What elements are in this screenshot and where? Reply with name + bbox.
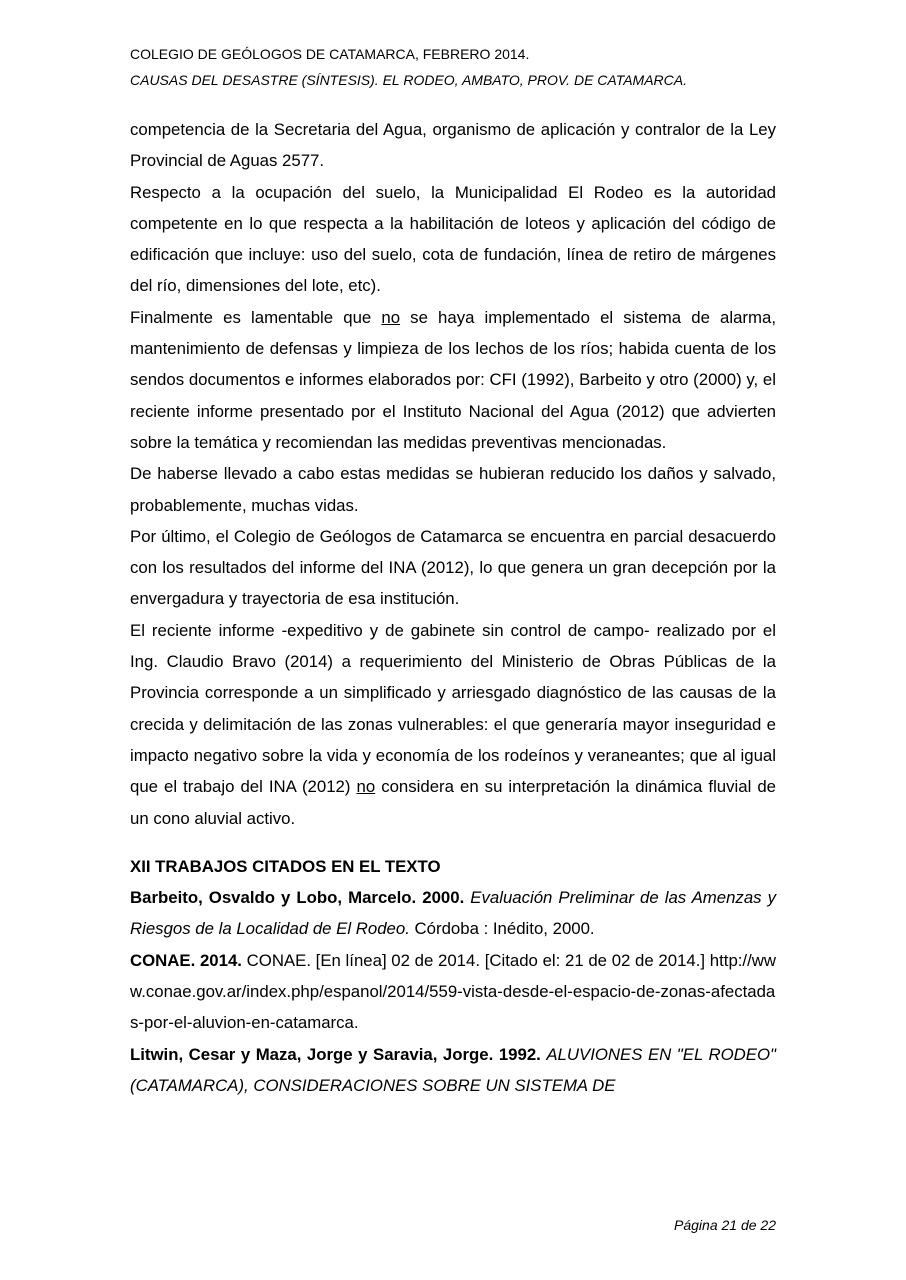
reference-entry [130,1039,776,1102]
underlined-emphasis: no [356,777,376,797]
section-heading: XII TRABAJOS CITADOS EN EL TEXTO [130,856,441,876]
paragraph [130,302,776,458]
header-organization: COLEGIO DE GEÓLOGOS DE CATAMARCA, FEBRERO 2014. [130,46,530,62]
paragraph: De haberse llevado a cabo estas medidas se hubieran reducido los daños y salvado, probablemente, muchas vidas. [130,464,776,515]
reference-authors: Litwin, Cesar y Maza, Jorge y Saravia, Jorge. 1992. [130,1044,541,1064]
text-run: El reciente informe -expeditivo y de gabinete sin control de campo- realizado por el Ing. Claudio Bravo (2014) a requerimiento del Ministerio de Obras Públicas de la Provincia corresponde a un simplificado y arriesgado diagnóstico de las causas de la crecida y delimitación de las zonas vulnerables: el que generaría mayor inseguridad e impacto negativo sobre la vida y economía de los rodeínos y veraneantes; que al igual que el trabajo del INA (2012) [130,620,776,797]
text-run: se haya implementado el sistema de alarma, mantenimiento de defensas y limpieza de los lechos de los ríos; habida cuenta de los sendos documentos e informes elaborados por: CFI (1992), Barbeito y otro (2000) y, el reciente informe presentado por el Instituto Nacional del Agua (2012) que advierten sobre la temática y recomiendan las medidas preventivas mencionadas. [130,307,776,452]
page-number: Página 21 de 22 [674,1217,776,1233]
reference-title: Evaluación Preliminar de las Amenzas y Riesgos de la Localidad de El Rodeo. [130,888,776,939]
paragraph [130,615,776,834]
paragraph: competencia de la Secretaria del Agua, organismo de aplicación y contralor de la Ley Provincial de Aguas 2577. [130,120,776,171]
text-run: considera en su interpretación la dinámica fluvial de un cono aluvial activo. [130,777,777,828]
reference-entry [130,945,776,1039]
document-page [130,0,776,1280]
underlined-emphasis: no [381,307,401,327]
reference-details: CONAE. [En línea] 02 de 2014. [Citado el: 21 de 02 de 2014.] [241,950,706,970]
reference-details: Córdoba : Inédito, 2000. [409,919,595,939]
document-body [130,114,776,1101]
paragraph: Respecto a la ocupación del suelo, la Municipalidad El Rodeo es la autoridad competente en lo que respecta a la habilitación de loteos y aplicación del código de edificación que incluye: uso del suelo, cota de fundación, línea de retiro de márgenes del río, dimensiones del lote, etc). [130,182,776,296]
text-run: Finalmente es lamentable que [130,307,382,327]
reference-entry [130,882,776,945]
reference-authors: CONAE. 2014. [130,950,242,970]
reference-title: ALUVIONES EN "EL RODEO" (CATAMARCA), CONSIDERACIONES SOBRE UN SISTEMA DE [130,1044,776,1095]
page-header [130,41,776,93]
reference-authors: Barbeito, Osvaldo y Lobo, Marcelo. 2000. [130,888,465,908]
reference-url: http://www.conae.gov.ar/index.php/espanol/2014/559-vista-desde-el-espacio-de-zonas-afectadas-por-el-aluvion-en-catamarca. [130,950,776,1033]
header-document-title: CAUSAS DEL DESASTRE (SÍNTESIS). EL RODEO, AMBATO, PROV. DE CATAMARCA. [130,72,688,88]
paragraph: Por último, el Colegio de Geólogos de Catamarca se encuentra en parcial desacuerdo con los resultados del informe del INA (2012), lo que genera un gran decepción por la envergadura y trayectoria de esa institución. [130,526,776,609]
